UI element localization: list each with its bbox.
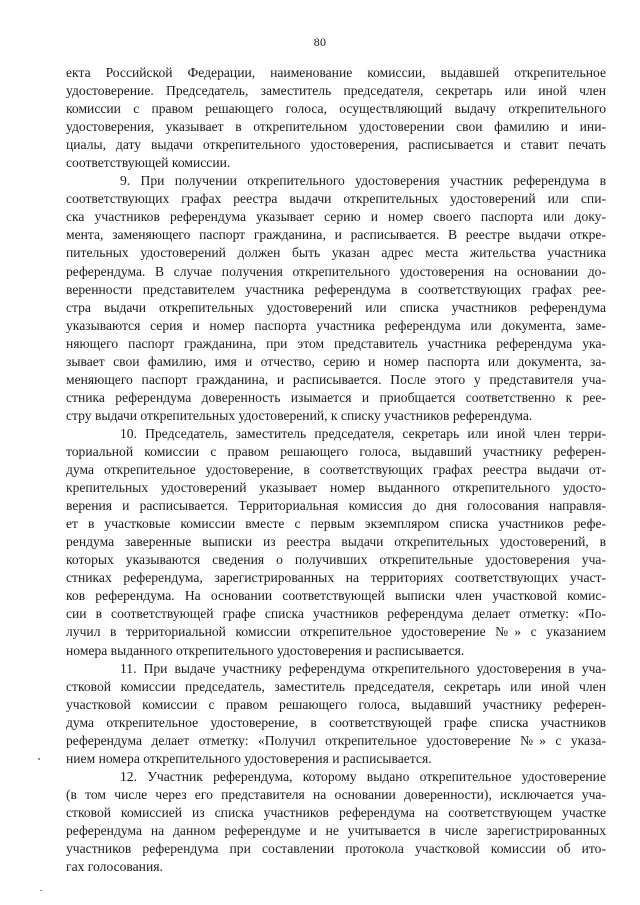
text-line: комиссии с правом решающего голоса, осуществляющий выдачу открепительного [66,101,606,117]
text-line: гах голосования. [66,859,163,875]
text-line: сии в соответствующей графе списка участников референдума делает отметку: «По- [66,606,606,622]
text-line: стниках референдума, зарегистрированных на территориях соответствующих участ- [66,570,606,586]
paragraph-p12 [66,768,606,876]
text-line: стковой комиссии председатель, заместитель председателя, секретарь или иной член [66,678,606,694]
text-line: крепительных удостоверений указывает номер выданного открепительного удосто- [66,480,606,496]
text-line: стника референдума доверенность изымается и приобщается соответственно к рее- [66,389,606,405]
text-line: мента, заменяющего паспорт гражданина, и расписывается. В реестре выдачи откре- [66,227,606,243]
text-line: стра выдачи открепительных удостоверений или списка участников референдума [66,299,606,315]
text-line: стковой комиссией из списка участников референдума на соответствующем участке [66,804,606,820]
text-line: лучил в территориальной комиссии открепительное удостоверение №» с указанием [66,624,606,640]
text-line: удостоверение. Председатель, заместитель председателя, секретарь или иной член [66,83,606,99]
text-line: (в том числе через его представителя на основании доверенности), исключается уча- [66,786,606,802]
text-line: екта Российской Федерации, наименование комиссии, выдавшей открепительное [66,65,606,80]
text-line: ториальной комиссии с правом решающего голоса, выдавший участнику референ- [66,443,606,459]
text-line: 11. При выдаче участнику референдума открепительного удостоверения в уча- [120,660,606,676]
paragraph-p9 [66,172,606,425]
document-body [66,64,606,876]
text-line: ет в участковые комиссии вместе с первым экземпляром списка участников рефе- [66,516,606,532]
text-line: пительных удостоверений должен быть указан адрес места жительства участника [66,245,606,261]
text-line: меняющего паспорт гражданина, и расписывается. После этого у представителя уча- [66,371,606,387]
text-line: рендума заверенные выписки из реестра выдачи открепительных удостоверений, в [66,534,606,550]
text-line: референдума. В случае получения открепительного удостоверения на основании до- [66,263,606,279]
text-line: веренности представителем участника референдума в соответствующих графах рее- [66,281,606,297]
text-line: зывает свои фамилию, имя и отчество, серию и номер паспорта или документа, за- [66,353,606,369]
text-line: соответствующих графах реестра выдачи открепительных удостоверений или спи- [66,191,606,207]
text-line: ков референдума. На основании соответствующей выписки член участковой комис- [66,588,606,604]
text-line: няющего паспорт гражданина, при этом представитель участника референдума ука- [66,335,606,351]
text-line: верения и расписывается. Территориальная комиссия до дня голосования направля- [66,498,606,514]
text-line: стру выдачи открепительных удостоверений, к списку участников референдума. [66,407,533,423]
scan-speck [40,890,42,891]
paragraph-p8-continued [66,64,606,172]
text-line: ска участников референдума указывает серию и номер своего паспорта или доку- [66,209,606,225]
text-line: 12. Участник референдума, которому выдано открепительное удостоверение [120,768,606,784]
text-line: которых указываются сведения о получивших открепительные удостоверения уча- [66,552,606,568]
text-line: удостоверения, указывает в открепительном удостоверении свои фамилию и ини- [66,119,606,135]
text-line: 9. При получении открепительного удостоверения участник референдума в [120,173,606,189]
paragraph-p10 [66,425,606,660]
text-line: референдума на данном референдуме и не учитывается в числе зарегистрированных [66,822,606,838]
paragraph-p11 [66,660,606,768]
text-line: участников референдума при составлении протокола участковой комиссии об ито- [66,841,606,857]
text-line: указываются серия и номер паспорта участника референдума или документа, заме- [66,317,606,333]
text-line: нием номера открепительного удостоверения и расписывается. [66,750,432,766]
page-number: 80 [313,35,327,49]
text-line: референдума делает отметку: «Получил открепительное удостоверение №» с указа- [66,732,606,748]
text-line: дума открепительное удостоверение, в соответствующей графе списка участников [66,714,606,730]
text-line: 10. Председатель, заместитель председателя, секретарь или иной член терри- [120,425,606,441]
text-line: участковой комиссии с правом решающего голоса, выдавший участнику референ- [66,696,606,712]
text-line: соответствующей комиссии. [66,155,231,171]
text-line: номера выданного открепительного удостоверения и расписывается. [66,642,465,658]
text-line: циалы, дату выдачи открепительного удостоверения, расписывается и ставит печать [66,137,606,153]
scan-speck [38,758,40,760]
text-line: дума открепительное удостоверение, в соответствующих графах реестра выдачи от- [66,462,606,478]
